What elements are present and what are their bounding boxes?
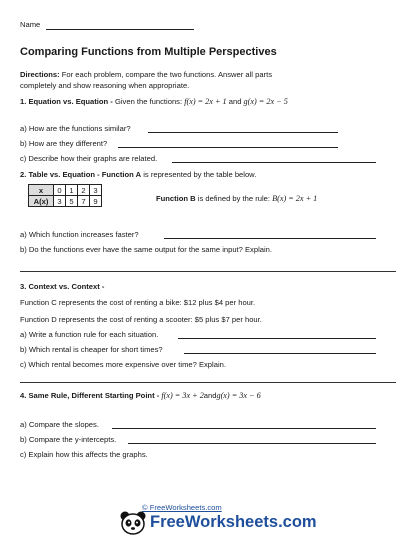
q1a-answer-line[interactable] bbox=[148, 132, 338, 133]
panda-logo-icon bbox=[118, 510, 148, 536]
q4c-question: c) Explain how this affects the graphs. bbox=[20, 450, 148, 459]
table-cell: 0 bbox=[54, 185, 66, 196]
q3a-question: a) Write a function rule for each situation. bbox=[20, 330, 159, 339]
q1c-question: c) Describe how their graphs are related. bbox=[20, 154, 158, 163]
q1b-question: b) How are they different? bbox=[20, 139, 108, 148]
name-label: Name bbox=[20, 20, 41, 29]
table-row-x bbox=[29, 185, 102, 196]
table-cell: 3 bbox=[54, 196, 66, 207]
q2b-answer-line[interactable] bbox=[20, 271, 396, 272]
brand-logo-text: FreeWorksheets.com bbox=[150, 513, 317, 531]
q4b-answer-line[interactable] bbox=[128, 443, 376, 444]
name-line[interactable] bbox=[46, 29, 194, 30]
page-title: Comparing Functions from Multiple Perspectives bbox=[20, 46, 277, 58]
q1b-answer-line[interactable] bbox=[118, 147, 338, 148]
q1-f-equation: f(x) = 2x + 1 bbox=[184, 97, 227, 106]
table-row-ax bbox=[29, 196, 102, 207]
table-header-ax: A(x) bbox=[29, 196, 54, 207]
q1-g-equation: g(x) = 2x − 5 bbox=[243, 97, 288, 106]
copyright-link[interactable]: © FreeWorksheets.com bbox=[142, 503, 222, 512]
q1a-question: a) How are the functions similar? bbox=[20, 124, 131, 133]
q2a-answer-line[interactable] bbox=[164, 238, 376, 239]
q4-f-equation: f(x) = 3x + 2 bbox=[161, 391, 204, 400]
table-cell: 5 bbox=[66, 196, 78, 207]
q2b-question: b) Do the functions ever have the same output for the same input? Explain. bbox=[20, 245, 273, 254]
q4-heading: 4. Same Rule, Different Starting Point - f(x) = 3x + 2andg(x) = 3x − 6 bbox=[20, 391, 261, 400]
q2a-question: a) Which function increases faster? bbox=[20, 230, 139, 239]
table-header-x: x bbox=[29, 185, 54, 196]
q3c-answer-line[interactable] bbox=[20, 382, 396, 383]
q1-heading: 1. Equation vs. Equation - Given the functions: f(x) = 2x + 1 and g(x) = 2x − 5 bbox=[20, 97, 288, 106]
q4b-question: b) Compare the y-intercepts. bbox=[20, 435, 117, 444]
table-cell: 9 bbox=[90, 196, 102, 207]
directions-line-2: completely and show reasoning when appropriate. bbox=[20, 81, 190, 90]
q3a-answer-line[interactable] bbox=[178, 338, 376, 339]
directions-label: Directions: bbox=[20, 70, 60, 79]
table-cell: 1 bbox=[66, 185, 78, 196]
q1c-answer-line[interactable] bbox=[172, 162, 376, 163]
q3c-question: c) Which rental becomes more expensive over time? Explain. bbox=[20, 360, 226, 369]
function-b-definition: Function B is defined by the rule: B(x) = 2x + 1 bbox=[156, 194, 318, 203]
q3b-question: b) Which rental is cheaper for short times? bbox=[20, 345, 163, 354]
q4a-question: a) Compare the slopes. bbox=[20, 420, 99, 429]
q2-heading: 2. Table vs. Equation - Function A is represented by the table below. bbox=[20, 170, 257, 179]
function-d-description: Function D represents the cost of renting a scooter: $5 plus $7 per hour. bbox=[20, 315, 262, 324]
function-b-rule: B(x) = 2x + 1 bbox=[272, 194, 318, 203]
table-cell: 3 bbox=[90, 185, 102, 196]
q3-heading: 3. Context vs. Context - bbox=[20, 282, 105, 291]
q3b-answer-line[interactable] bbox=[184, 353, 376, 354]
directions-line-1: Directions: For each problem, compare the two functions. Answer all parts bbox=[20, 70, 272, 79]
table-cell: 7 bbox=[78, 196, 90, 207]
q4-g-equation: g(x) = 3x − 6 bbox=[216, 391, 261, 400]
q4a-answer-line[interactable] bbox=[112, 428, 376, 429]
function-c-description: Function C represents the cost of renting a bike: $12 plus $4 per hour. bbox=[20, 298, 256, 307]
function-a-table bbox=[28, 184, 102, 207]
table-cell: 2 bbox=[78, 185, 90, 196]
